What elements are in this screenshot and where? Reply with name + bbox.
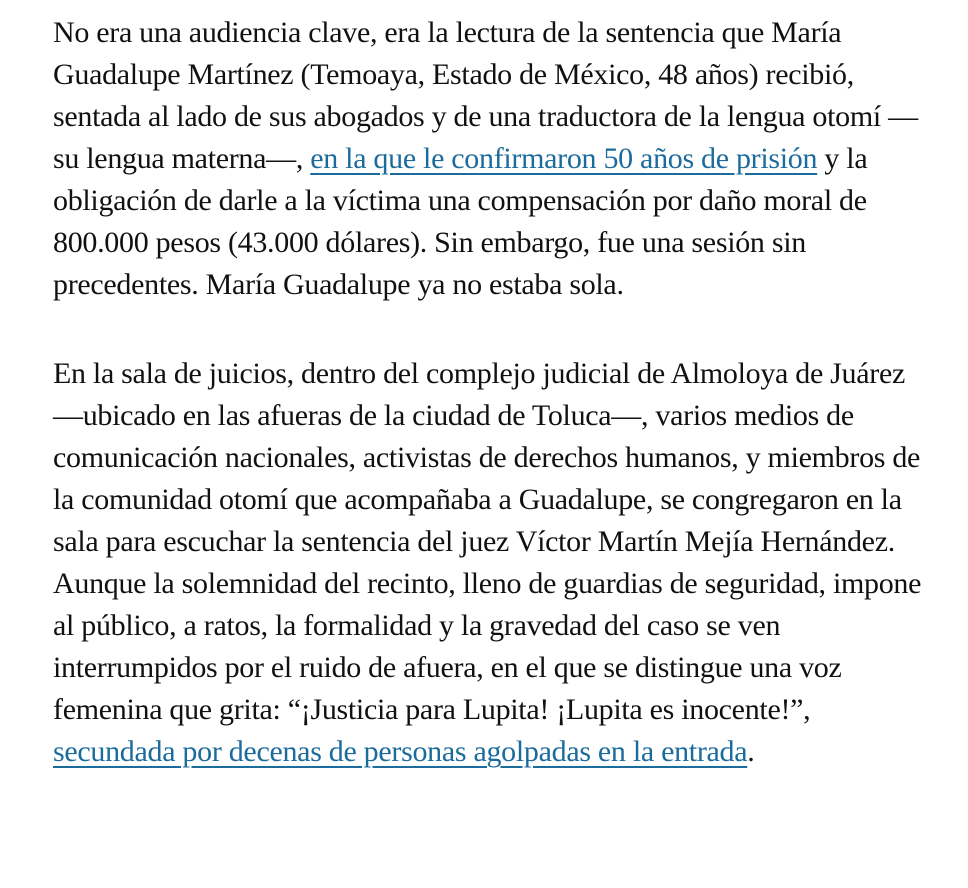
paragraph [53, 353, 924, 773]
text-segment: No era una audiencia clave, era la lectura de la sentencia que María Guadalupe Martínez (Temoaya, Estado de México, 48 años) recibió, sentada al lado de sus abogados y de una traductora de la lengua otomí —su lengua materna—, [53, 16, 918, 175]
text-segment: y la obligación de darle a la víctima una compensación por daño moral de 800.000 pesos (43.000 dólares). Sin embargo, fue una sesión sin precedentes. María Guadalupe ya no estaba sola. [53, 142, 868, 301]
inline-link[interactable]: secundada por decenas de personas agolpadas en la entrada [53, 735, 748, 768]
inline-link[interactable]: en la que le confirmaron 50 años de prisión [310, 142, 818, 175]
text-segment: En la sala de juicios, dentro del complejo judicial de Almoloya de Juárez —ubicado en las afueras de la ciudad de Toluca—, varios medios de comunicación nacionales, activistas de derechos humanos, y miembros de la comunidad otomí que acompañaba a Guadalupe, se congregaron en la sala para escuchar la sentencia del juez Víctor Martín Mejía Hernández. Aunque la solemnidad del recinto, lleno de guardias de seguridad, impone al público, a ratos, la formalidad y la gravedad del caso se ven interrumpidos por el ruido de afuera, en el que se distingue una voz femenina que grita: “¡Justicia para Lupita! ¡Lupita es inocente!”, [53, 357, 922, 726]
text-segment: . [747, 735, 755, 768]
paragraphs-container [53, 12, 924, 773]
paragraph [53, 12, 924, 306]
